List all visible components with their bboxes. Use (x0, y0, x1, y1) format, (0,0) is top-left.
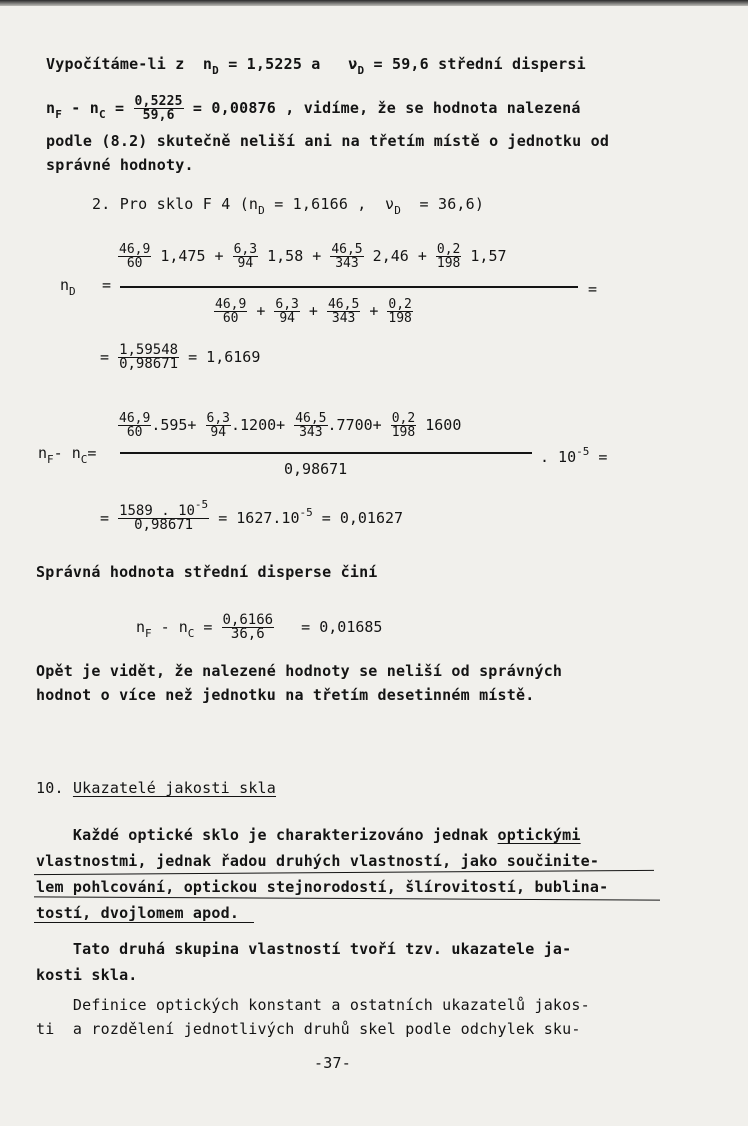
page-top-edge (0, 0, 748, 6)
pencil-underline (34, 922, 254, 923)
pencil-underline (34, 896, 660, 900)
text-line-2: $n_F - n_C$ = $\frac{0,5225}{59,6}$ = 0,00876 , vidíme, že se hodnota nalezená (46, 94, 581, 123)
nfc-fraction-bar (120, 452, 532, 454)
again-line-1: Opět je vidět, že nalezené hodnoty se neliší od správných (36, 662, 563, 680)
section-p3-line-1: Definice optických konstant a ostatních ukazatelů jakos- (36, 996, 590, 1014)
nd-fraction-bar (120, 286, 578, 288)
nd-eq: = (102, 276, 112, 294)
nfc-denominator: 0,98671 (284, 460, 348, 478)
text-line-3: podle (8.2) skutečně neliší ani na třetím místě o jednotku od (46, 132, 610, 150)
correct-value-text: Správná hodnota střední disperse činí (36, 563, 378, 581)
nfc-lhs: $n_F-$ $n_C=$ (38, 444, 97, 466)
again-line-2: hodnot o více než jednotku na třetím desetinném místě. (36, 686, 535, 704)
section-p2-line-1: Tato druhá skupina vlastností tvoří tzv. ukazatele ja- (36, 940, 572, 958)
page-number: -37- (314, 1054, 351, 1072)
nfc-numerator: $\frac{46,9}{60}$ .595+ $\frac{6,3}{94}$ .1200+ $\frac{46,5}{343}$ .7700+ $\frac{0,2}{198}$ 1600 (119, 411, 462, 440)
section-p2-line-2: kosti skla. (36, 966, 138, 984)
fraction: $\frac{0,5225}{59,6}$ (134, 94, 183, 123)
text-line-1: Vypočítáme-li z $n_D = 1,5225$ a $\nu_D = 59,6$ střední dispersi (46, 55, 586, 77)
section-p1-line-1: Každé optické sklo je charakterizováno jednak optickými (36, 826, 581, 844)
section-p1-line-4: tostí, dvojlomem apod. (36, 904, 240, 922)
section-p1-line-2: vlastnostmi, jednak řadou druhých vlastností, jako součinite- (36, 852, 600, 870)
nd-result: = $\frac{1,59548}{0,98671}$ = 1,6169 (100, 342, 261, 372)
nd-numerator: $\frac{46,9}{60}$ 1,475 + $\frac{6,3}{94}$ 1,58 + $\frac{46,5}{343}$ 2,46 + $\frac{0,2}{198}$ 1,57 (119, 242, 507, 271)
nfc-multiplier: . $10^{-5}$ = (540, 445, 608, 466)
nfc-result: = $\frac{1589 . 10^{-5}}{0,98671}$ = $1627.10^{-5} = 0,01627$ (100, 498, 404, 533)
nd-tail-eq: = (588, 280, 598, 298)
correct-value-equation: $n_F - n_C$ = $\frac{0,6166}{36,6}$ = 0,01685 (136, 612, 383, 642)
section-p1-line-3: lem pohlcování, optickou stejnorodostí, šlírovitostí, bublina- (36, 878, 609, 896)
section-p3-line-2: ti a rozdělení jednotlivých druhů skel podle odchylek sku- (36, 1020, 581, 1038)
nd-lhs: $n_D$ (60, 276, 76, 298)
pencil-underline (34, 870, 654, 876)
example-heading: 2. Pro sklo F 4 ($n_D = 1,6166$ , $\nu_D = 36,6$) (92, 195, 485, 217)
text-line-4: správné hodnoty. (46, 156, 194, 174)
nd-denominator: $\frac{46,9}{60}$ + $\frac{6,3}{94}$ + $\frac{46,5}{343}$ + $\frac{0,2}{198}$ (215, 297, 412, 326)
section-heading: 10. Ukazatelé jakosti skla (36, 779, 277, 797)
